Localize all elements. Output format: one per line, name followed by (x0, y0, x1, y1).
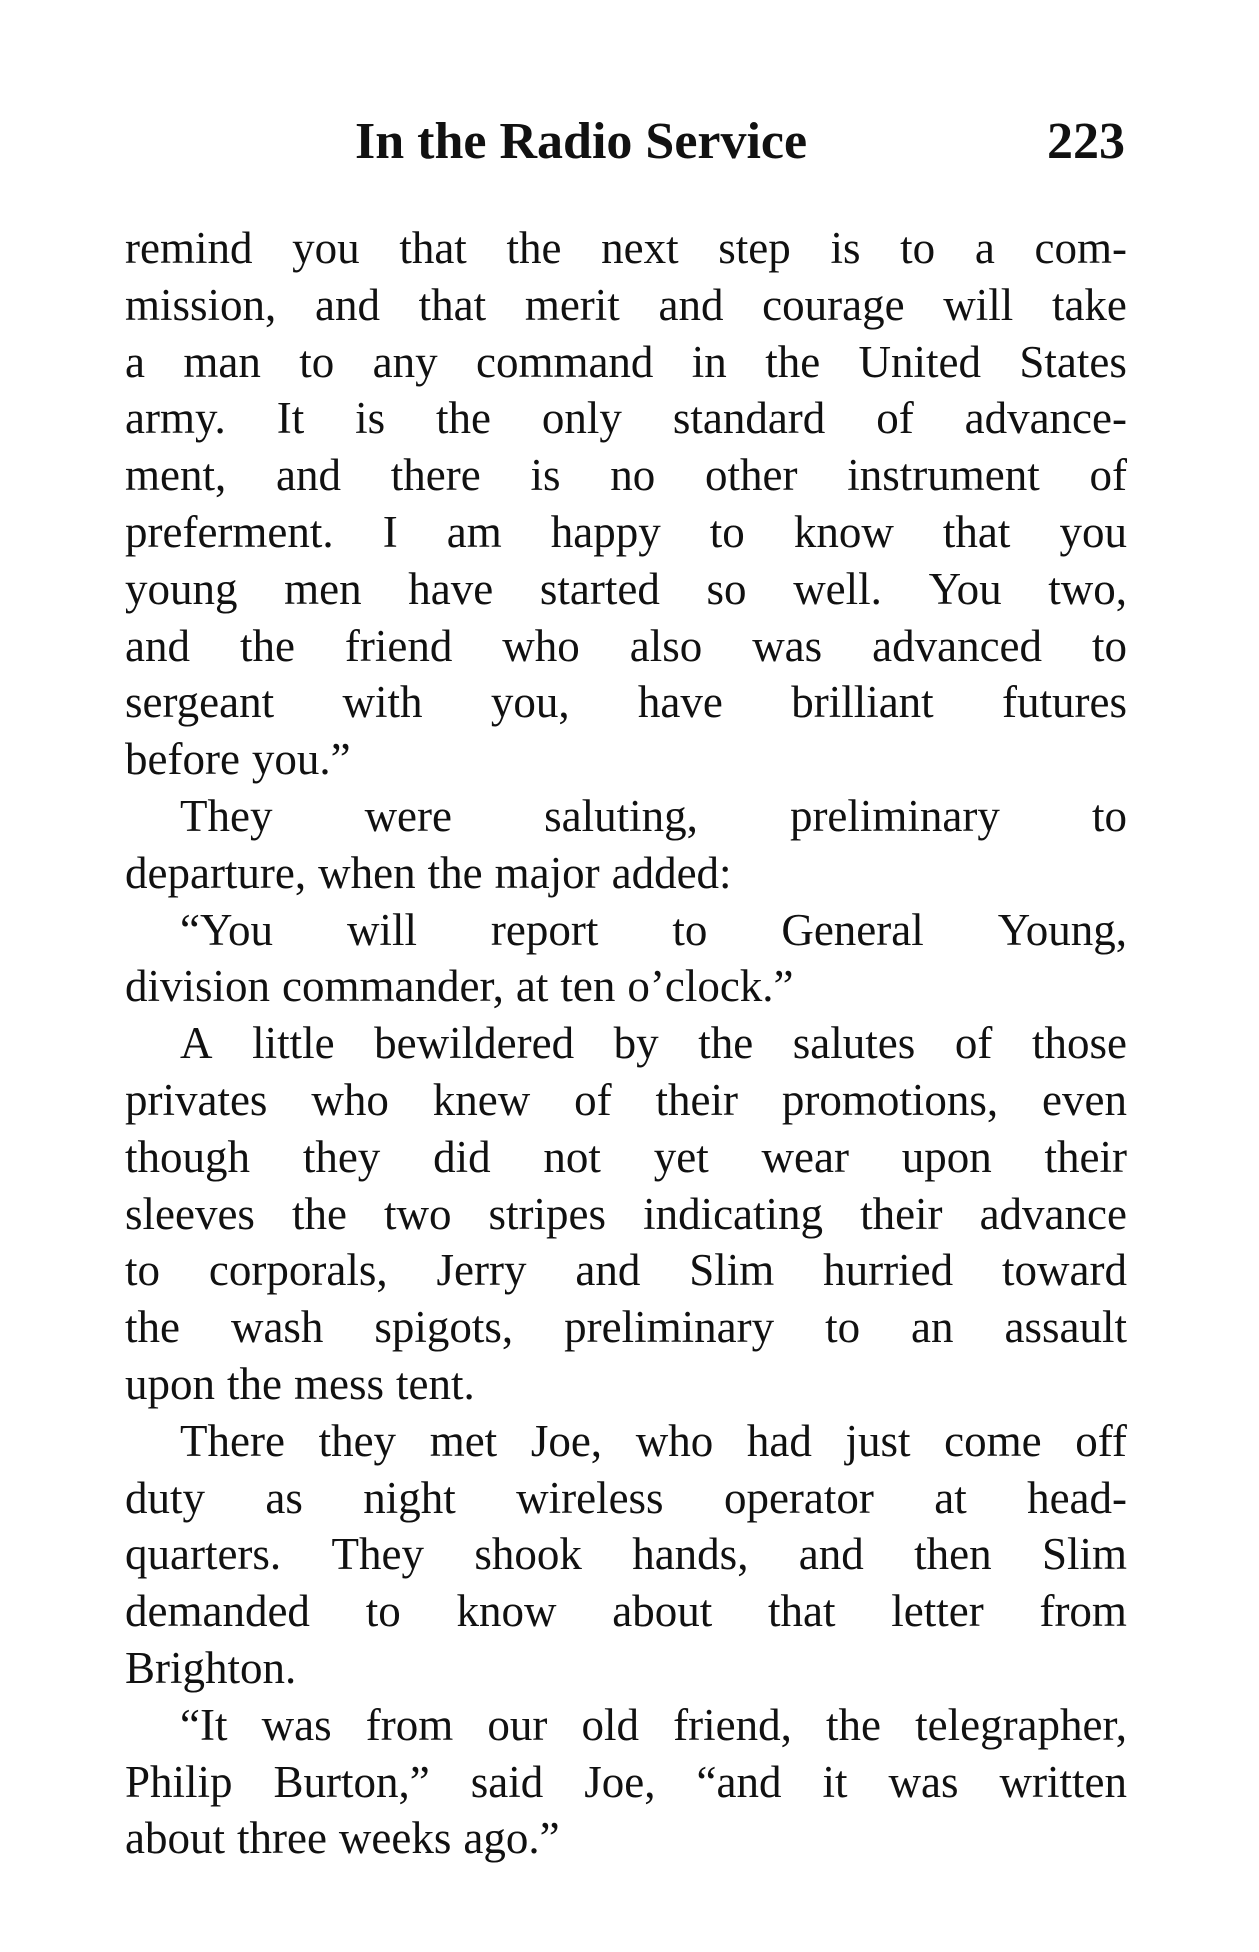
word: a (974, 223, 995, 273)
word: to (1091, 790, 1127, 841)
word: You (928, 563, 1002, 614)
word: major (494, 847, 600, 898)
word: advance (979, 1188, 1127, 1239)
word: though (125, 1131, 251, 1182)
word: from (1039, 1586, 1127, 1637)
word: advance- (964, 393, 1127, 444)
word: upon (901, 1131, 992, 1182)
word: Jerry (436, 1245, 527, 1296)
word: and (314, 279, 380, 330)
word: ment, (125, 450, 227, 501)
word: met (429, 1415, 498, 1466)
word: indicating (643, 1188, 824, 1239)
word: to (365, 1586, 401, 1637)
word: wireless (516, 1472, 664, 1523)
word: no (610, 450, 656, 501)
word: you, (490, 677, 570, 728)
word: two, (1048, 563, 1127, 614)
word: just (845, 1415, 911, 1466)
text-line (125, 1186, 1127, 1243)
word: and (658, 279, 724, 330)
word: in (691, 336, 727, 387)
word: next (601, 223, 679, 273)
word: the (826, 1699, 881, 1750)
word: friend, (673, 1699, 792, 1750)
word: o’clock.” (627, 961, 794, 1012)
word: it (822, 1756, 848, 1807)
word: written (999, 1756, 1127, 1807)
word: to (299, 336, 335, 387)
word: there (390, 450, 481, 501)
word: Slim (1041, 1529, 1127, 1580)
text-line (125, 504, 1127, 561)
word: report (490, 904, 599, 955)
word: will (943, 279, 1014, 330)
word: merit (524, 279, 620, 330)
word: I (382, 506, 398, 557)
word: standard (672, 393, 826, 444)
word: come (944, 1415, 1042, 1466)
word: at (934, 1472, 967, 1523)
word: that (418, 279, 487, 330)
word: by (613, 1018, 659, 1069)
text-line (125, 674, 1127, 731)
word: at (515, 961, 549, 1012)
word: corporals, (208, 1245, 388, 1296)
text-line (125, 902, 1127, 959)
word: man (183, 336, 261, 387)
word: General (781, 904, 924, 955)
word: our (487, 1699, 548, 1750)
word: was (261, 1699, 332, 1750)
word: States (1019, 336, 1127, 387)
text-line (125, 1015, 1127, 1072)
word: an (911, 1302, 954, 1353)
word: of (574, 1074, 612, 1125)
word: added: (611, 847, 732, 898)
word: their (655, 1074, 738, 1125)
word: shook (474, 1529, 582, 1580)
word: mess (293, 1358, 384, 1409)
word: have (637, 677, 723, 728)
word: futures (1002, 677, 1127, 728)
word: the (427, 847, 483, 898)
word: weeks (338, 1813, 452, 1864)
text-line (125, 618, 1127, 675)
word: courage (762, 279, 905, 330)
word: com- (1034, 223, 1127, 273)
word: the (436, 393, 492, 444)
word: Slim (689, 1245, 775, 1296)
word: other (705, 450, 798, 501)
word: they (302, 1131, 381, 1182)
word: hurried (823, 1245, 954, 1296)
word: preferment. (125, 506, 334, 557)
word: remind (125, 223, 253, 273)
text-line (125, 447, 1127, 504)
word: They (331, 1529, 424, 1580)
word: wash (230, 1302, 324, 1353)
word: young (125, 563, 238, 614)
word: promotions, (781, 1074, 999, 1125)
word: said (470, 1756, 544, 1807)
word: advanced (872, 620, 1043, 671)
word: about (612, 1586, 713, 1637)
word: and (276, 450, 341, 501)
word: army. (125, 393, 226, 444)
word: sleeves (125, 1188, 255, 1239)
word: saluting, (544, 790, 698, 841)
word: assault (1004, 1302, 1127, 1353)
word: take (1051, 279, 1127, 330)
text-line (125, 1356, 1127, 1413)
word: they (318, 1415, 397, 1466)
word: the (291, 1188, 347, 1239)
word: that (942, 506, 1011, 557)
word: and (575, 1245, 641, 1296)
word: who (502, 620, 580, 671)
text-line (125, 390, 1127, 447)
word: commander, (282, 961, 504, 1012)
word: duty (125, 1472, 206, 1523)
word: a (125, 336, 145, 387)
word: you (292, 223, 360, 273)
text-line (125, 1299, 1127, 1356)
word: preliminary (789, 790, 1000, 841)
word: the (227, 1358, 282, 1409)
text-line (125, 1697, 1127, 1754)
running-header (355, 112, 1125, 172)
running-title: In the Radio Service (355, 113, 808, 170)
word: their (860, 1188, 943, 1239)
word: also (629, 620, 703, 671)
word: instrument (847, 450, 1040, 501)
word: not (543, 1131, 601, 1182)
word: well. (793, 563, 882, 614)
word: Brighton. (125, 1642, 297, 1693)
word: ten (560, 961, 616, 1012)
word: to (900, 223, 936, 273)
word: old (581, 1699, 640, 1750)
word: before (125, 734, 240, 785)
word: the (239, 620, 295, 671)
text-line (125, 334, 1127, 391)
word: little (252, 1018, 335, 1069)
word: Young, (997, 904, 1127, 955)
text-line (125, 277, 1127, 334)
word: salutes (792, 1018, 916, 1069)
text-line (125, 1129, 1127, 1186)
word: United (858, 336, 982, 387)
word: to (1091, 620, 1127, 671)
word: who (635, 1415, 714, 1466)
word: privates (125, 1074, 268, 1125)
word: upon (125, 1358, 215, 1409)
text-line (125, 788, 1127, 845)
text-line (125, 1470, 1127, 1527)
text-line (125, 958, 1127, 1015)
word: those (1031, 1018, 1127, 1069)
page-number: 223 (1047, 113, 1125, 170)
word: Philip (125, 1756, 233, 1807)
word: any (372, 336, 438, 387)
word: will (346, 904, 417, 955)
word: two (384, 1188, 452, 1239)
word: Joe, (584, 1756, 656, 1807)
text-line (125, 731, 1127, 788)
word: preliminary (564, 1302, 775, 1353)
word: step (718, 223, 791, 273)
word: then (914, 1529, 992, 1580)
word: of (1089, 450, 1127, 501)
word: the (125, 1302, 180, 1353)
text-line (125, 845, 1127, 902)
word: as (265, 1472, 303, 1523)
word: even (1042, 1074, 1127, 1125)
word: knew (432, 1074, 531, 1125)
word: “You (180, 904, 273, 955)
word: spigots, (374, 1302, 514, 1353)
word: only (541, 393, 622, 444)
word: of (876, 393, 914, 444)
word: wear (761, 1131, 849, 1182)
word: was (888, 1756, 959, 1807)
word: the (698, 1018, 754, 1069)
word: They (180, 790, 273, 841)
text-line (125, 1754, 1127, 1811)
word: Joe, (530, 1415, 603, 1466)
word: friend (344, 620, 453, 671)
word: have (408, 563, 494, 614)
word: from (365, 1699, 454, 1750)
text-line (125, 1413, 1127, 1470)
word: night (363, 1472, 456, 1523)
word: operator (723, 1472, 874, 1523)
word: had (746, 1415, 812, 1466)
word: toward (1002, 1245, 1127, 1296)
word: to (125, 1245, 161, 1296)
word: to (672, 904, 708, 955)
text-line (125, 561, 1127, 618)
word: you (1059, 506, 1127, 557)
word: is (530, 450, 561, 501)
word: know (793, 506, 894, 557)
word: know (456, 1586, 557, 1637)
word: command (475, 336, 654, 387)
word: when (318, 847, 416, 898)
word: and (798, 1529, 864, 1580)
text-line (125, 220, 1127, 277)
word: ago.” (463, 1813, 560, 1864)
word: the (506, 223, 562, 273)
body-text (125, 220, 1127, 1867)
word: It (276, 393, 305, 444)
word: and (125, 620, 190, 671)
text-line (125, 1810, 1127, 1867)
word: “and (696, 1756, 782, 1807)
word: quarters. (125, 1529, 282, 1580)
word: three (236, 1813, 327, 1864)
word: started (539, 563, 660, 614)
word: mission, (125, 279, 277, 330)
word: sergeant (125, 677, 275, 728)
word: with (342, 677, 423, 728)
word: hands, (632, 1529, 749, 1580)
word: is (355, 393, 386, 444)
word: so (706, 563, 747, 614)
word: bewildered (374, 1018, 575, 1069)
word: that (399, 223, 467, 273)
word: you.” (251, 734, 351, 785)
word: letter (891, 1586, 984, 1637)
word: brilliant (791, 677, 934, 728)
word: of (954, 1018, 993, 1069)
word: telegrapher, (915, 1699, 1127, 1750)
text-line (125, 1583, 1127, 1640)
word: off (1075, 1415, 1127, 1466)
word: the (765, 336, 821, 387)
text-line (125, 1526, 1127, 1583)
word: am (446, 506, 502, 557)
word: There (180, 1415, 285, 1466)
word: division (125, 961, 271, 1012)
word: men (284, 563, 362, 614)
word: to (825, 1302, 861, 1353)
word: head- (1027, 1472, 1127, 1523)
word: to (709, 506, 745, 557)
word: was (752, 620, 823, 671)
word: their (1044, 1131, 1127, 1182)
word: yet (653, 1131, 709, 1182)
word: departure, (125, 847, 307, 898)
word: is (830, 223, 861, 273)
word: Burton,” (273, 1756, 430, 1807)
word: happy (550, 506, 661, 557)
text-line (125, 1242, 1127, 1299)
word: that (767, 1586, 836, 1637)
text-line (125, 1072, 1127, 1129)
word: stripes (488, 1188, 607, 1239)
text-line (125, 1640, 1127, 1697)
word: about (125, 1813, 225, 1864)
word: demanded (125, 1586, 310, 1637)
word: who (311, 1074, 389, 1125)
word: were (364, 790, 452, 841)
word: A (180, 1018, 213, 1069)
word: “It (180, 1699, 228, 1750)
word: tent. (395, 1358, 475, 1409)
word: did (433, 1131, 491, 1182)
